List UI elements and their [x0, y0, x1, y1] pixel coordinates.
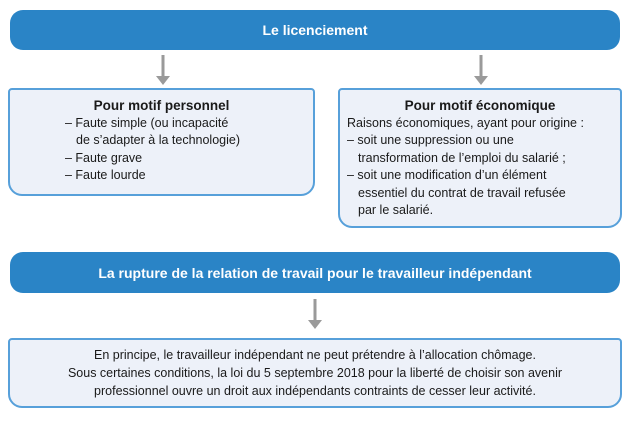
banner-rupture-independant [10, 252, 620, 293]
list-item-continuation: transformation de l’emploi du salarié ; [358, 150, 566, 165]
box-motif-economique-title: Pour motif économique [404, 98, 556, 113]
box-motif-economique-list [340, 115, 620, 220]
banner-licenciement [10, 10, 620, 50]
list-item-continuation: par le salarié. [358, 203, 434, 217]
box-motif-economique [338, 88, 622, 228]
down-arrow-head [308, 320, 322, 329]
list-item: – soit une modification d’un élément [347, 168, 547, 182]
list-intro: Raisons économiques, ayant pour origine : [347, 115, 584, 130]
paragraph-line: En principe, le travailleur indépendant ne peut prétendre à l’allocation chômage. [94, 348, 536, 362]
down-arrow-icon [155, 55, 171, 87]
banner-rupture-independant-label: La rupture de la relation de travail pour le travailleur indépendant [98, 264, 532, 281]
down-arrow-stem [314, 299, 317, 321]
down-arrow-stem [162, 55, 165, 77]
list-item: – Faute grave [65, 150, 143, 165]
list-item: – soit une suppression ou une [347, 133, 514, 147]
box-motif-personnel [8, 88, 315, 196]
down-arrow-icon [473, 55, 489, 87]
list-item-continuation: essentiel du contrat de travail refusée [358, 185, 566, 200]
list-item: – Faute simple (ou incapacité [65, 115, 229, 130]
box-travailleur-independant [8, 338, 622, 408]
down-arrow-icon [307, 299, 323, 331]
paragraph-line: Sous certaines conditions, la loi du 5 septembre 2018 pour la liberté de choisir son avenir [67, 366, 563, 380]
list-item: – Faute lourde [65, 168, 146, 182]
down-arrow-head [156, 76, 170, 85]
list-item-continuation: de s’adapter à la technologie) [76, 133, 241, 147]
down-arrow-head [474, 76, 488, 85]
banner-licenciement-label: Le licenciement [262, 22, 368, 38]
paragraph-line: professionnel ouvre un droit aux indépendants contraints de cesser leur activité. [94, 384, 536, 398]
box-motif-personnel-list [10, 115, 313, 185]
box-motif-personnel-title: Pour motif personnel [93, 98, 230, 113]
down-arrow-stem [480, 55, 483, 77]
